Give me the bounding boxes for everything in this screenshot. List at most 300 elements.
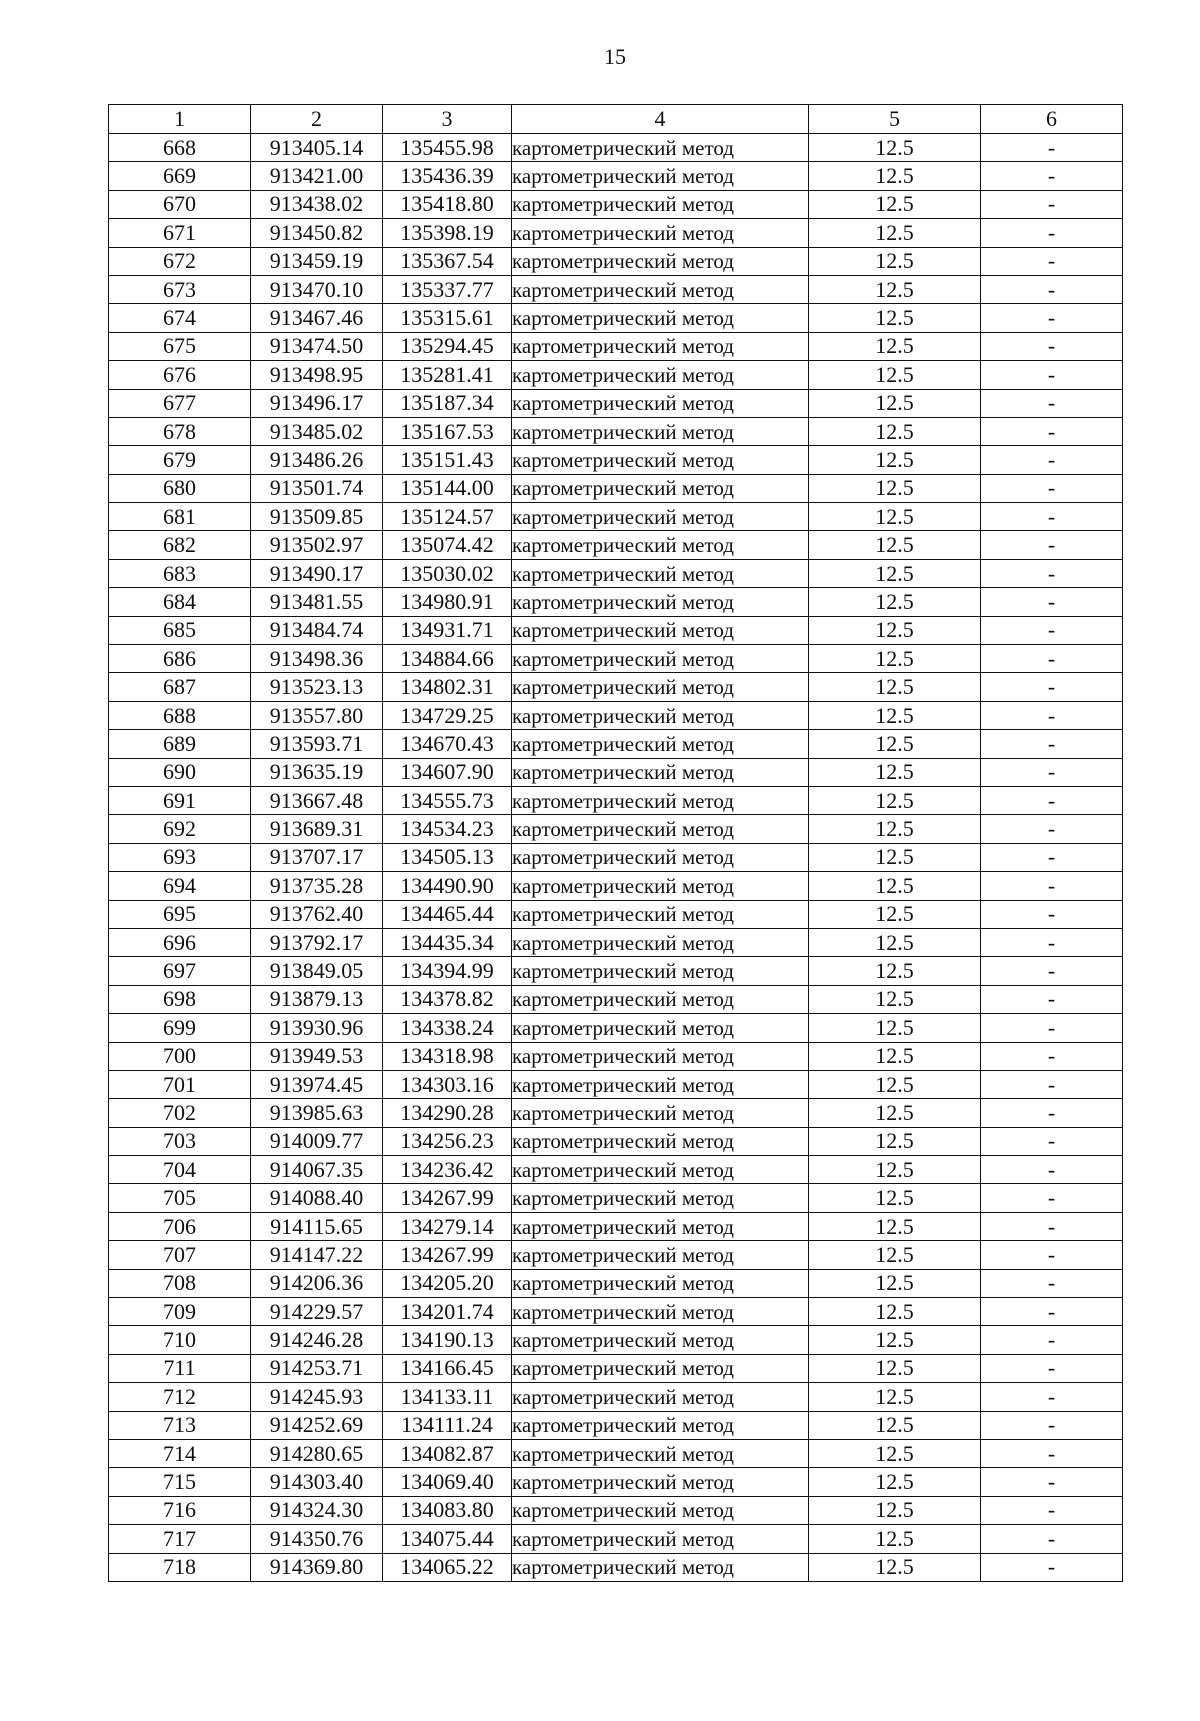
accuracy-cell: 12.5 [809,985,981,1013]
accuracy-cell: 12.5 [809,531,981,559]
note-cell: - [981,389,1123,417]
accuracy-cell: 12.5 [809,645,981,673]
method-cell: картометрический метод [512,389,809,417]
y-coordinate-cell: 134884.66 [383,645,512,673]
note-cell: - [981,304,1123,332]
method-cell: картометрический метод [512,1439,809,1467]
x-coordinate-cell: 913985.63 [251,1099,383,1127]
point-number-cell: 678 [109,417,251,445]
x-coordinate-cell: 913735.28 [251,872,383,900]
point-number-cell: 714 [109,1439,251,1467]
point-number-cell: 702 [109,1099,251,1127]
point-number-cell: 703 [109,1127,251,1155]
column-header-3: 3 [383,105,512,134]
point-number-cell: 683 [109,559,251,587]
accuracy-cell: 12.5 [809,1212,981,1240]
accuracy-cell: 12.5 [809,758,981,786]
coordinates-table [108,104,1123,1582]
x-coordinate-cell: 913949.53 [251,1042,383,1070]
accuracy-cell: 12.5 [809,1354,981,1382]
point-number-cell: 670 [109,190,251,218]
y-coordinate-cell: 134083.80 [383,1496,512,1524]
method-cell: картометрический метод [512,616,809,644]
y-coordinate-cell: 134490.90 [383,872,512,900]
y-coordinate-cell: 135418.80 [383,190,512,218]
method-cell: картометрический метод [512,531,809,559]
x-coordinate-cell: 914252.69 [251,1411,383,1439]
note-cell: - [981,190,1123,218]
table-row [109,872,1123,900]
x-coordinate-cell: 913667.48 [251,786,383,814]
method-cell: картометрический метод [512,900,809,928]
table-row [109,1553,1123,1581]
note-cell: - [981,1411,1123,1439]
note-cell: - [981,1042,1123,1070]
table-row [109,1212,1123,1240]
table-row [109,588,1123,616]
point-number-cell: 695 [109,900,251,928]
accuracy-cell: 12.5 [809,304,981,332]
y-coordinate-cell: 134802.31 [383,673,512,701]
method-cell: картометрический метод [512,162,809,190]
note-cell: - [981,1354,1123,1382]
accuracy-cell: 12.5 [809,389,981,417]
method-cell: картометрический метод [512,701,809,729]
table-row [109,1127,1123,1155]
y-coordinate-cell: 134505.13 [383,843,512,871]
accuracy-cell: 12.5 [809,1127,981,1155]
accuracy-cell: 12.5 [809,730,981,758]
accuracy-cell: 12.5 [809,872,981,900]
table-row [109,304,1123,332]
point-number-cell: 674 [109,304,251,332]
y-coordinate-cell: 135294.45 [383,332,512,360]
y-coordinate-cell: 134435.34 [383,928,512,956]
point-number-cell: 705 [109,1184,251,1212]
point-number-cell: 679 [109,446,251,474]
point-number-cell: 682 [109,531,251,559]
method-cell: картометрический метод [512,1070,809,1098]
y-coordinate-cell: 134338.24 [383,1014,512,1042]
table-row [109,985,1123,1013]
accuracy-cell: 12.5 [809,786,981,814]
note-cell: - [981,1241,1123,1269]
x-coordinate-cell: 914088.40 [251,1184,383,1212]
method-cell: картометрический метод [512,1269,809,1297]
x-coordinate-cell: 913635.19 [251,758,383,786]
note-cell: - [981,673,1123,701]
x-coordinate-cell: 913450.82 [251,219,383,247]
x-coordinate-cell: 914115.65 [251,1212,383,1240]
y-coordinate-cell: 135030.02 [383,559,512,587]
x-coordinate-cell: 913509.85 [251,503,383,531]
table-row [109,673,1123,701]
point-number-cell: 709 [109,1298,251,1326]
y-coordinate-cell: 134111.24 [383,1411,512,1439]
x-coordinate-cell: 913689.31 [251,815,383,843]
y-coordinate-cell: 134267.99 [383,1241,512,1269]
method-cell: картометрический метод [512,190,809,218]
note-cell: - [981,134,1123,162]
note-cell: - [981,701,1123,729]
y-coordinate-cell: 135124.57 [383,503,512,531]
table-row [109,503,1123,531]
y-coordinate-cell: 134256.23 [383,1127,512,1155]
point-number-cell: 673 [109,275,251,303]
accuracy-cell: 12.5 [809,1042,981,1070]
x-coordinate-cell: 913459.19 [251,247,383,275]
method-cell: картометрический метод [512,1298,809,1326]
point-number-cell: 694 [109,872,251,900]
method-cell: картометрический метод [512,1553,809,1581]
point-number-cell: 691 [109,786,251,814]
point-number-cell: 715 [109,1468,251,1496]
x-coordinate-cell: 914303.40 [251,1468,383,1496]
y-coordinate-cell: 134075.44 [383,1525,512,1553]
table-row [109,190,1123,218]
note-cell: - [981,474,1123,502]
y-coordinate-cell: 134303.16 [383,1070,512,1098]
x-coordinate-cell: 914229.57 [251,1298,383,1326]
y-coordinate-cell: 134267.99 [383,1184,512,1212]
point-number-cell: 671 [109,219,251,247]
y-coordinate-cell: 135187.34 [383,389,512,417]
method-cell: картометрический метод [512,673,809,701]
accuracy-cell: 12.5 [809,446,981,474]
point-number-cell: 669 [109,162,251,190]
method-cell: картометрический метод [512,1014,809,1042]
note-cell: - [981,985,1123,1013]
accuracy-cell: 12.5 [809,701,981,729]
y-coordinate-cell: 134201.74 [383,1298,512,1326]
table-row [109,701,1123,729]
method-cell: картометрический метод [512,1241,809,1269]
note-cell: - [981,616,1123,644]
method-cell: картометрический метод [512,247,809,275]
method-cell: картометрический метод [512,730,809,758]
note-cell: - [981,588,1123,616]
x-coordinate-cell: 913498.95 [251,361,383,389]
table-row [109,389,1123,417]
note-cell: - [981,162,1123,190]
accuracy-cell: 12.5 [809,1156,981,1184]
column-header-2: 2 [251,105,383,134]
accuracy-cell: 12.5 [809,1383,981,1411]
table-row [109,1439,1123,1467]
x-coordinate-cell: 913523.13 [251,673,383,701]
x-coordinate-cell: 913879.13 [251,985,383,1013]
x-coordinate-cell: 913474.50 [251,332,383,360]
table-row [109,1184,1123,1212]
point-number-cell: 680 [109,474,251,502]
table-row [109,1354,1123,1382]
y-coordinate-cell: 135315.61 [383,304,512,332]
accuracy-cell: 12.5 [809,928,981,956]
y-coordinate-cell: 134065.22 [383,1553,512,1581]
note-cell: - [981,247,1123,275]
method-cell: картометрический метод [512,1212,809,1240]
y-coordinate-cell: 134534.23 [383,815,512,843]
point-number-cell: 668 [109,134,251,162]
table-row [109,1269,1123,1297]
x-coordinate-cell: 913486.26 [251,446,383,474]
x-coordinate-cell: 913485.02 [251,417,383,445]
y-coordinate-cell: 135367.54 [383,247,512,275]
table-row [109,1156,1123,1184]
accuracy-cell: 12.5 [809,1099,981,1127]
y-coordinate-cell: 135337.77 [383,275,512,303]
method-cell: картометрический метод [512,417,809,445]
point-number-cell: 693 [109,843,251,871]
note-cell: - [981,503,1123,531]
table-row [109,1383,1123,1411]
x-coordinate-cell: 913501.74 [251,474,383,502]
note-cell: - [981,1298,1123,1326]
note-cell: - [981,843,1123,871]
x-coordinate-cell: 913849.05 [251,957,383,985]
method-cell: картометрический метод [512,1496,809,1524]
x-coordinate-cell: 914009.77 [251,1127,383,1155]
method-cell: картометрический метод [512,134,809,162]
y-coordinate-cell: 135281.41 [383,361,512,389]
accuracy-cell: 12.5 [809,1525,981,1553]
accuracy-cell: 12.5 [809,361,981,389]
method-cell: картометрический метод [512,1326,809,1354]
column-header-1: 1 [109,105,251,134]
y-coordinate-cell: 135167.53 [383,417,512,445]
note-cell: - [981,531,1123,559]
table-row [109,1468,1123,1496]
accuracy-cell: 12.5 [809,616,981,644]
table-row [109,616,1123,644]
x-coordinate-cell: 913974.45 [251,1070,383,1098]
note-cell: - [981,645,1123,673]
note-cell: - [981,446,1123,474]
note-cell: - [981,1383,1123,1411]
note-cell: - [981,1496,1123,1524]
accuracy-cell: 12.5 [809,1496,981,1524]
table-row [109,474,1123,502]
note-cell: - [981,1127,1123,1155]
table-row [109,275,1123,303]
point-number-cell: 676 [109,361,251,389]
method-cell: картометрический метод [512,758,809,786]
x-coordinate-cell: 913484.74 [251,616,383,644]
table-row [109,531,1123,559]
y-coordinate-cell: 135074.42 [383,531,512,559]
point-number-cell: 686 [109,645,251,673]
y-coordinate-cell: 134729.25 [383,701,512,729]
note-cell: - [981,730,1123,758]
y-coordinate-cell: 134236.42 [383,1156,512,1184]
point-number-cell: 710 [109,1326,251,1354]
accuracy-cell: 12.5 [809,162,981,190]
accuracy-cell: 12.5 [809,1184,981,1212]
point-number-cell: 681 [109,503,251,531]
table-row [109,758,1123,786]
method-cell: картометрический метод [512,1525,809,1553]
method-cell: картометрический метод [512,872,809,900]
method-cell: картометрический метод [512,446,809,474]
x-coordinate-cell: 914280.65 [251,1439,383,1467]
x-coordinate-cell: 914067.35 [251,1156,383,1184]
method-cell: картометрический метод [512,361,809,389]
table-row [109,559,1123,587]
x-coordinate-cell: 913593.71 [251,730,383,758]
note-cell: - [981,786,1123,814]
note-cell: - [981,1212,1123,1240]
point-number-cell: 688 [109,701,251,729]
note-cell: - [981,1070,1123,1098]
method-cell: картометрический метод [512,304,809,332]
point-number-cell: 712 [109,1383,251,1411]
table-row [109,928,1123,956]
x-coordinate-cell: 913470.10 [251,275,383,303]
point-number-cell: 696 [109,928,251,956]
accuracy-cell: 12.5 [809,503,981,531]
accuracy-cell: 12.5 [809,219,981,247]
note-cell: - [981,275,1123,303]
accuracy-cell: 12.5 [809,190,981,218]
x-coordinate-cell: 913792.17 [251,928,383,956]
point-number-cell: 697 [109,957,251,985]
accuracy-cell: 12.5 [809,1411,981,1439]
method-cell: картометрический метод [512,1184,809,1212]
y-coordinate-cell: 135436.39 [383,162,512,190]
point-number-cell: 713 [109,1411,251,1439]
page-number: 15 [604,44,626,69]
note-cell: - [981,928,1123,956]
x-coordinate-cell: 913502.97 [251,531,383,559]
y-coordinate-cell: 135455.98 [383,134,512,162]
accuracy-cell: 12.5 [809,900,981,928]
accuracy-cell: 12.5 [809,1269,981,1297]
note-cell: - [981,815,1123,843]
x-coordinate-cell: 914369.80 [251,1553,383,1581]
column-header-6: 6 [981,105,1123,134]
point-number-cell: 677 [109,389,251,417]
y-coordinate-cell: 134082.87 [383,1439,512,1467]
accuracy-cell: 12.5 [809,1241,981,1269]
accuracy-cell: 12.5 [809,1070,981,1098]
method-cell: картометрический метод [512,1468,809,1496]
accuracy-cell: 12.5 [809,247,981,275]
x-coordinate-cell: 914245.93 [251,1383,383,1411]
y-coordinate-cell: 134133.11 [383,1383,512,1411]
method-cell: картометрический метод [512,1354,809,1382]
x-coordinate-cell: 913762.40 [251,900,383,928]
table-row [109,900,1123,928]
table-row [109,247,1123,275]
point-number-cell: 717 [109,1525,251,1553]
method-cell: картометрический метод [512,928,809,956]
table-row [109,1496,1123,1524]
accuracy-cell: 12.5 [809,1439,981,1467]
method-cell: картометрический метод [512,588,809,616]
note-cell: - [981,1269,1123,1297]
x-coordinate-cell: 913481.55 [251,588,383,616]
accuracy-cell: 12.5 [809,1553,981,1581]
table-header [109,105,1123,134]
method-cell: картометрический метод [512,985,809,1013]
note-cell: - [981,1468,1123,1496]
y-coordinate-cell: 134670.43 [383,730,512,758]
x-coordinate-cell: 913496.17 [251,389,383,417]
x-coordinate-cell: 913467.46 [251,304,383,332]
note-cell: - [981,1184,1123,1212]
y-coordinate-cell: 134166.45 [383,1354,512,1382]
note-cell: - [981,758,1123,786]
accuracy-cell: 12.5 [809,1468,981,1496]
point-number-cell: 684 [109,588,251,616]
accuracy-cell: 12.5 [809,1014,981,1042]
method-cell: картометрический метод [512,332,809,360]
table-row [109,134,1123,162]
y-coordinate-cell: 134465.44 [383,900,512,928]
note-cell: - [981,957,1123,985]
table-row [109,843,1123,871]
x-coordinate-cell: 913421.00 [251,162,383,190]
y-coordinate-cell: 134378.82 [383,985,512,1013]
method-cell: картометрический метод [512,843,809,871]
note-cell: - [981,219,1123,247]
point-number-cell: 698 [109,985,251,1013]
method-cell: картометрический метод [512,786,809,814]
x-coordinate-cell: 913490.17 [251,559,383,587]
accuracy-cell: 12.5 [809,843,981,871]
method-cell: картометрический метод [512,957,809,985]
y-coordinate-cell: 134980.91 [383,588,512,616]
table-row [109,1070,1123,1098]
point-number-cell: 700 [109,1042,251,1070]
table-row [109,446,1123,474]
point-number-cell: 692 [109,815,251,843]
y-coordinate-cell: 134279.14 [383,1212,512,1240]
y-coordinate-cell: 134394.99 [383,957,512,985]
column-header-5: 5 [809,105,981,134]
y-coordinate-cell: 135151.43 [383,446,512,474]
note-cell: - [981,332,1123,360]
method-cell: картометрический метод [512,275,809,303]
table-row [109,1014,1123,1042]
note-cell: - [981,361,1123,389]
x-coordinate-cell: 914246.28 [251,1326,383,1354]
point-number-cell: 718 [109,1553,251,1581]
point-number-cell: 672 [109,247,251,275]
accuracy-cell: 12.5 [809,1298,981,1326]
accuracy-cell: 12.5 [809,134,981,162]
point-number-cell: 708 [109,1269,251,1297]
y-coordinate-cell: 135398.19 [383,219,512,247]
point-number-cell: 707 [109,1241,251,1269]
accuracy-cell: 12.5 [809,332,981,360]
table-row [109,1411,1123,1439]
point-number-cell: 690 [109,758,251,786]
table-row [109,786,1123,814]
table-row [109,1241,1123,1269]
x-coordinate-cell: 914147.22 [251,1241,383,1269]
x-coordinate-cell: 914253.71 [251,1354,383,1382]
accuracy-cell: 12.5 [809,815,981,843]
point-number-cell: 706 [109,1212,251,1240]
table-row [109,1525,1123,1553]
y-coordinate-cell: 134290.28 [383,1099,512,1127]
note-cell: - [981,1439,1123,1467]
note-cell: - [981,1326,1123,1354]
x-coordinate-cell: 913438.02 [251,190,383,218]
table-row [109,417,1123,445]
accuracy-cell: 12.5 [809,957,981,985]
